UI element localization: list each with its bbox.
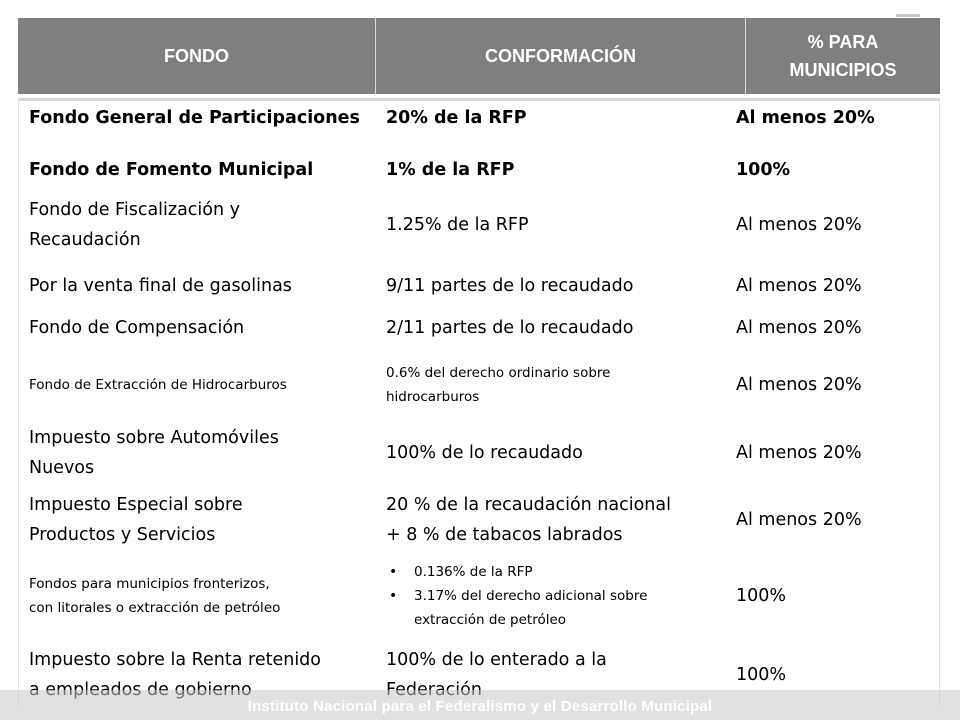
cell-fondo-line: con litorales o extracción de petróleo bbox=[29, 600, 281, 616]
cell-conformacion bbox=[386, 100, 726, 136]
cell-porcentaje bbox=[736, 488, 936, 552]
cell-conformacion bbox=[386, 308, 726, 348]
cell-porcentaje bbox=[736, 100, 936, 136]
cell-conformacion bbox=[386, 150, 726, 190]
cell-conformacion bbox=[386, 192, 726, 258]
cell-conformacion bbox=[386, 266, 726, 306]
cell-conformacion-line: 100% de lo enterado a la bbox=[386, 650, 607, 670]
cell-fondo-line: Fondo de Fiscalización y bbox=[29, 200, 241, 220]
header-conformacion-label: CONFORMACIÓN bbox=[485, 46, 636, 66]
cell-porcentaje-text: 100% bbox=[736, 665, 787, 685]
cell-fondo-text: Por la venta final de gasolinas bbox=[29, 276, 292, 296]
cell-conformacion-line: 20 % de la recaudación nacional bbox=[386, 495, 671, 515]
cell-fondo bbox=[29, 422, 379, 484]
cell-fondo bbox=[29, 266, 379, 306]
cell-fondo-line: Impuesto sobre la Renta retenido bbox=[29, 650, 321, 670]
bullet-line: extracción de petróleo bbox=[414, 612, 567, 628]
table-row bbox=[0, 192, 960, 258]
header-porcentaje-line1: % PARA bbox=[807, 32, 879, 52]
cell-fondo bbox=[29, 358, 379, 412]
cell-conformacion bbox=[386, 488, 726, 552]
cell-porcentaje-text: Al menos 20% bbox=[736, 318, 862, 338]
cell-porcentaje-text: 100% bbox=[736, 160, 791, 180]
cell-fondo-text: Fondo de Extracción de Hidrocarburos bbox=[29, 377, 287, 393]
cell-fondo-line: Recaudación bbox=[29, 230, 141, 250]
table-row bbox=[0, 558, 960, 634]
cell-conformacion bbox=[386, 422, 726, 484]
cell-fondo-line: Nuevos bbox=[29, 458, 95, 478]
cell-conformacion-line: 0.6% del derecho ordinario sobre bbox=[386, 365, 611, 381]
cell-porcentaje bbox=[736, 150, 936, 190]
cell-porcentaje-text: Al menos 20% bbox=[736, 108, 875, 128]
cell-fondo bbox=[29, 150, 379, 190]
bullet-item bbox=[386, 560, 647, 584]
cell-fondo-line: Impuesto sobre Automóviles bbox=[29, 428, 279, 448]
cell-porcentaje bbox=[736, 192, 936, 258]
cell-conformacion-text: 100% de lo recaudado bbox=[386, 443, 583, 463]
cell-porcentaje bbox=[736, 358, 936, 412]
cell-fondo bbox=[29, 558, 379, 634]
cell-porcentaje-text: Al menos 20% bbox=[736, 276, 862, 296]
table-row bbox=[0, 422, 960, 484]
cell-porcentaje bbox=[736, 266, 936, 306]
cell-conformacion-text: 9/11 partes de lo recaudado bbox=[386, 276, 634, 296]
bullet-item bbox=[386, 584, 647, 632]
cell-porcentaje-text: Al menos 20% bbox=[736, 443, 862, 463]
cell-conformacion-line: + 8 % de tabacos labrados bbox=[386, 525, 623, 545]
cell-porcentaje-text: Al menos 20% bbox=[736, 215, 862, 235]
table-row bbox=[0, 100, 960, 136]
cell-porcentaje bbox=[736, 422, 936, 484]
cell-conformacion-line: hidrocarburos bbox=[386, 389, 480, 405]
cell-porcentaje-text: Al menos 20% bbox=[736, 510, 862, 530]
cell-porcentaje-text: 100% bbox=[736, 586, 787, 606]
cell-fondo-text: Fondo de Compensación bbox=[29, 318, 245, 338]
cell-porcentaje-text: Al menos 20% bbox=[736, 375, 862, 395]
cell-conformacion-text: 20% de la RFP bbox=[386, 108, 527, 128]
cell-porcentaje bbox=[736, 308, 936, 348]
cell-conformacion-text: 1% de la RFP bbox=[386, 160, 515, 180]
cell-conformacion-text: 2/11 partes de lo recaudado bbox=[386, 318, 634, 338]
bullet-dot-icon: • bbox=[389, 588, 398, 604]
cell-fondo-text: Fondo de Fomento Municipal bbox=[29, 160, 314, 180]
cell-fondo-text: Fondo General de Participaciones bbox=[29, 108, 360, 128]
cell-conformacion bbox=[386, 358, 726, 412]
table-row bbox=[0, 488, 960, 552]
cell-fondo-line: Fondos para municipios fronterizos, bbox=[29, 576, 270, 592]
cell-conformacion-text: 1.25% de la RFP bbox=[386, 215, 529, 235]
bullet-line: 0.136% de la RFP bbox=[414, 564, 533, 580]
table-row bbox=[0, 150, 960, 190]
cell-conformacion bbox=[386, 558, 726, 634]
footer-institution-text: Instituto Nacional para el Federalismo y el Desarrollo Municipal bbox=[247, 698, 713, 715]
cell-fondo bbox=[29, 192, 379, 258]
table-row bbox=[0, 358, 960, 412]
cell-fondo-line: Impuesto Especial sobre bbox=[29, 495, 243, 515]
cell-porcentaje bbox=[736, 558, 936, 634]
cell-fondo bbox=[29, 488, 379, 552]
cell-fondo bbox=[29, 100, 379, 136]
header-fondo-label: FONDO bbox=[164, 46, 229, 66]
table-row bbox=[0, 308, 960, 348]
bullet-dot-icon: • bbox=[389, 564, 398, 580]
table-row bbox=[0, 266, 960, 306]
header-porcentaje-line2: MUNICIPIOS bbox=[789, 60, 897, 80]
cell-fondo-line: Productos y Servicios bbox=[29, 525, 216, 545]
conformacion-bullet-list bbox=[386, 560, 647, 632]
bullet-line: 3.17% del derecho adicional sobre bbox=[414, 588, 648, 604]
cell-fondo bbox=[29, 308, 379, 348]
